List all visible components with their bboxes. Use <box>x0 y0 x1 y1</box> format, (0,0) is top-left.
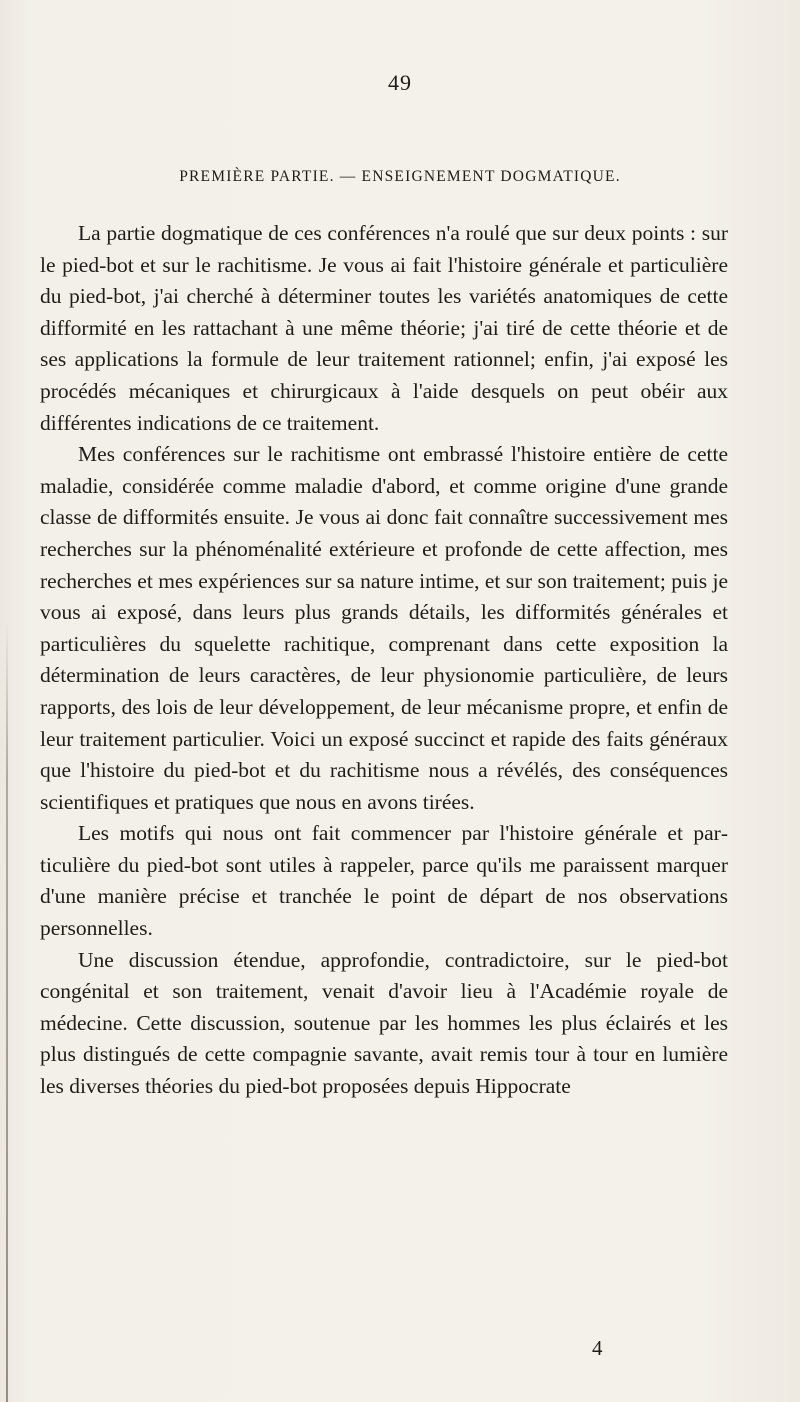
paragraph: La partie dogmatique de ces conférences n'a roulé que sur deux points : sur le pied-bot et sur le rachitisme. Je vous ai fait l'histoire générale et particulière du pied-bot, j'ai cherché à déterminer toutes les variétés anatomiques de cette difformité en les rattachant à une même théorie; j'ai tiré de cette théorie et de ses applications la formule de leur traitement rationnel; enfin, j'ai exposé les procédés mécaniques et chirurgicaux à l'aide desquels on peut obéir aux différentes indications de ce traitement. <box>40 221 728 435</box>
running-head: PREMIÈRE PARTIE. — ENSEIGNEMENT DOGMATIQUE. <box>179 168 621 185</box>
signature-mark: 4 <box>592 1336 603 1360</box>
page-number: 49 <box>388 70 412 95</box>
body-text <box>40 218 728 1103</box>
paragraph: Les motifs qui nous ont fait commencer par l'histoire générale et particulière du pied-bot sont utiles à rappeler, parce qu'ils me paraissent marquer d'une manière précise et tranchée le point de départ de nos observations personnelles. <box>40 821 728 941</box>
paragraph: Mes conférences sur le rachitisme ont embrassé l'histoire entière de cette maladie, considérée comme maladie d'abord, et comme origine d'une grande classe de difformités ensuite. Je vous ai donc fait connaître successivement mes recherches sur la phénoménalité extérieure et profonde de cette affection, mes recherches et mes expériences sur sa nature intime, et sur son traitement; puis je vous ai exposé, dans leurs plus grands détails, les difformités générales et particulières du squelette rachitique, comprenant dans cette exposition la détermination de leurs caractères, de leur physionomie particulière, de leurs rapports, des lois de leur développement, de leur mécanisme propre, et enfin de leur traitement particulier. Voici un exposé succinct et rapide des faits généraux que l'histoire du pied-bot et du rachitisme nous a révélés, des conséquences scientifiques et pratiques que nous en avons tirées. <box>40 442 728 814</box>
binding-shadow <box>6 620 8 1402</box>
paragraph: Une discussion étendue, approfondie, contradictoire, sur le pied-bot congénital et son traitement, venait d'avoir lieu à l'Académie royale de médecine. Cette discussion, soutenue par les hommes les plus éclairés et les plus distingués de cette compagnie savante, avait remis tour à tour en lumière les diverses théories du pied-bot proposées depuis Hippocrate <box>40 947 728 1099</box>
